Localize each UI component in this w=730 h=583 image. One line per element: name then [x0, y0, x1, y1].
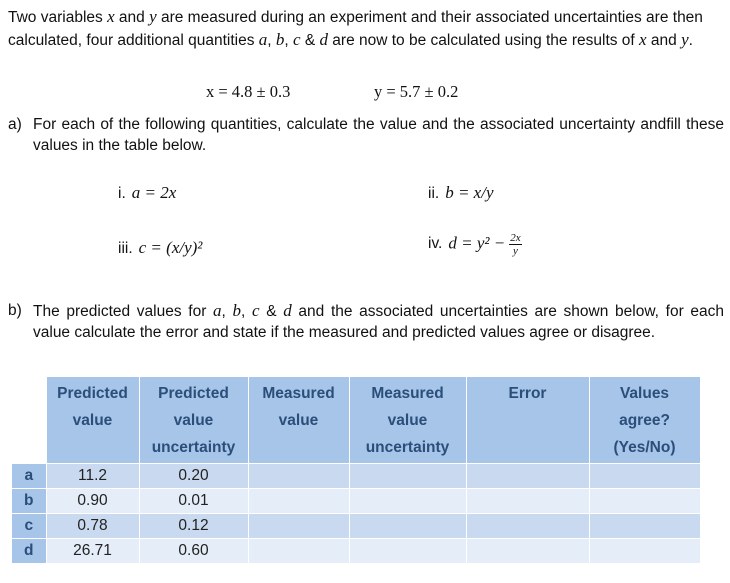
- measured-uncertainty-cell[interactable]: [349, 489, 466, 514]
- measured-uncertainty-cell[interactable]: [349, 514, 466, 539]
- part-a: [8, 114, 724, 156]
- header-blank: [12, 377, 47, 464]
- error-cell[interactable]: [466, 539, 589, 564]
- header-measured-uncertainty: Measured value uncertainty: [349, 377, 466, 464]
- results-table: [11, 376, 701, 564]
- measured-value-cell[interactable]: [248, 514, 349, 539]
- header-predicted-value: Predicted value: [46, 377, 139, 464]
- row-label: a: [12, 464, 47, 489]
- quantity-a: i. a = 2x: [118, 183, 177, 202]
- header-measured-value: Measured value: [248, 377, 349, 464]
- header-values-agree: Values agree? (Yes/No): [589, 377, 700, 464]
- header-predicted-uncertainty: Predicted value uncertainty: [139, 377, 248, 464]
- intro-paragraph: Two variables x and y are measured during an experiment and their associated uncertainties are then calculated, four additional quantities a, b, c & d are now to be calculated using the results of x and y.: [8, 7, 703, 49]
- fraction-2x-over-y: $\frac{2x}{y}$: [510, 232, 521, 257]
- header-error: Error: [466, 377, 589, 464]
- table-row: [12, 539, 701, 564]
- predicted-uncertainty-cell: 0.20: [139, 464, 248, 489]
- part-b-text: The predicted values for a, b, c & d and the associated uncertainties are shown below, for each value calculate the error and state if the measured and predicted values agree or disagree.: [33, 301, 725, 341]
- part-b-label: b): [8, 302, 22, 319]
- quantity-d: iv. d = y² − $\frac{2x}{y}$: [428, 232, 521, 257]
- table-row: [12, 514, 701, 539]
- agree-cell[interactable]: [589, 464, 700, 489]
- quantity-c: iii. c = (x/y)²: [118, 238, 203, 257]
- part-a-label: a): [8, 116, 22, 133]
- x-measurement: x = 4.8 ± 0.3: [206, 82, 291, 101]
- agree-cell[interactable]: [589, 539, 700, 564]
- measured-value-cell[interactable]: [248, 489, 349, 514]
- predicted-uncertainty-cell: 0.12: [139, 514, 248, 539]
- quantity-b: ii. b = x/y: [428, 183, 494, 202]
- part-b: [8, 300, 724, 343]
- measured-uncertainty-cell[interactable]: [349, 539, 466, 564]
- measured-value-cell[interactable]: [248, 464, 349, 489]
- part-a-text: For each of the following quantities, calculate the value and the associated uncertainty andfill these values in the table below.: [33, 116, 724, 154]
- error-cell[interactable]: [466, 514, 589, 539]
- error-cell[interactable]: [466, 489, 589, 514]
- predicted-uncertainty-cell: 0.01: [139, 489, 248, 514]
- predicted-value-cell: 26.71: [46, 539, 139, 564]
- row-label: d: [12, 539, 47, 564]
- measured-uncertainty-cell[interactable]: [349, 464, 466, 489]
- agree-cell[interactable]: [589, 514, 700, 539]
- error-cell[interactable]: [466, 464, 589, 489]
- predicted-value-cell: 11.2: [46, 464, 139, 489]
- predicted-value-cell: 0.78: [46, 514, 139, 539]
- predicted-value-cell: 0.90: [46, 489, 139, 514]
- table-row: [12, 489, 701, 514]
- table-header-row: [12, 377, 701, 464]
- row-label: c: [12, 514, 47, 539]
- row-label: b: [12, 489, 47, 514]
- predicted-uncertainty-cell: 0.60: [139, 539, 248, 564]
- y-measurement: y = 5.7 ± 0.2: [374, 82, 459, 101]
- table-row: [12, 464, 701, 489]
- agree-cell[interactable]: [589, 489, 700, 514]
- measured-value-cell[interactable]: [248, 539, 349, 564]
